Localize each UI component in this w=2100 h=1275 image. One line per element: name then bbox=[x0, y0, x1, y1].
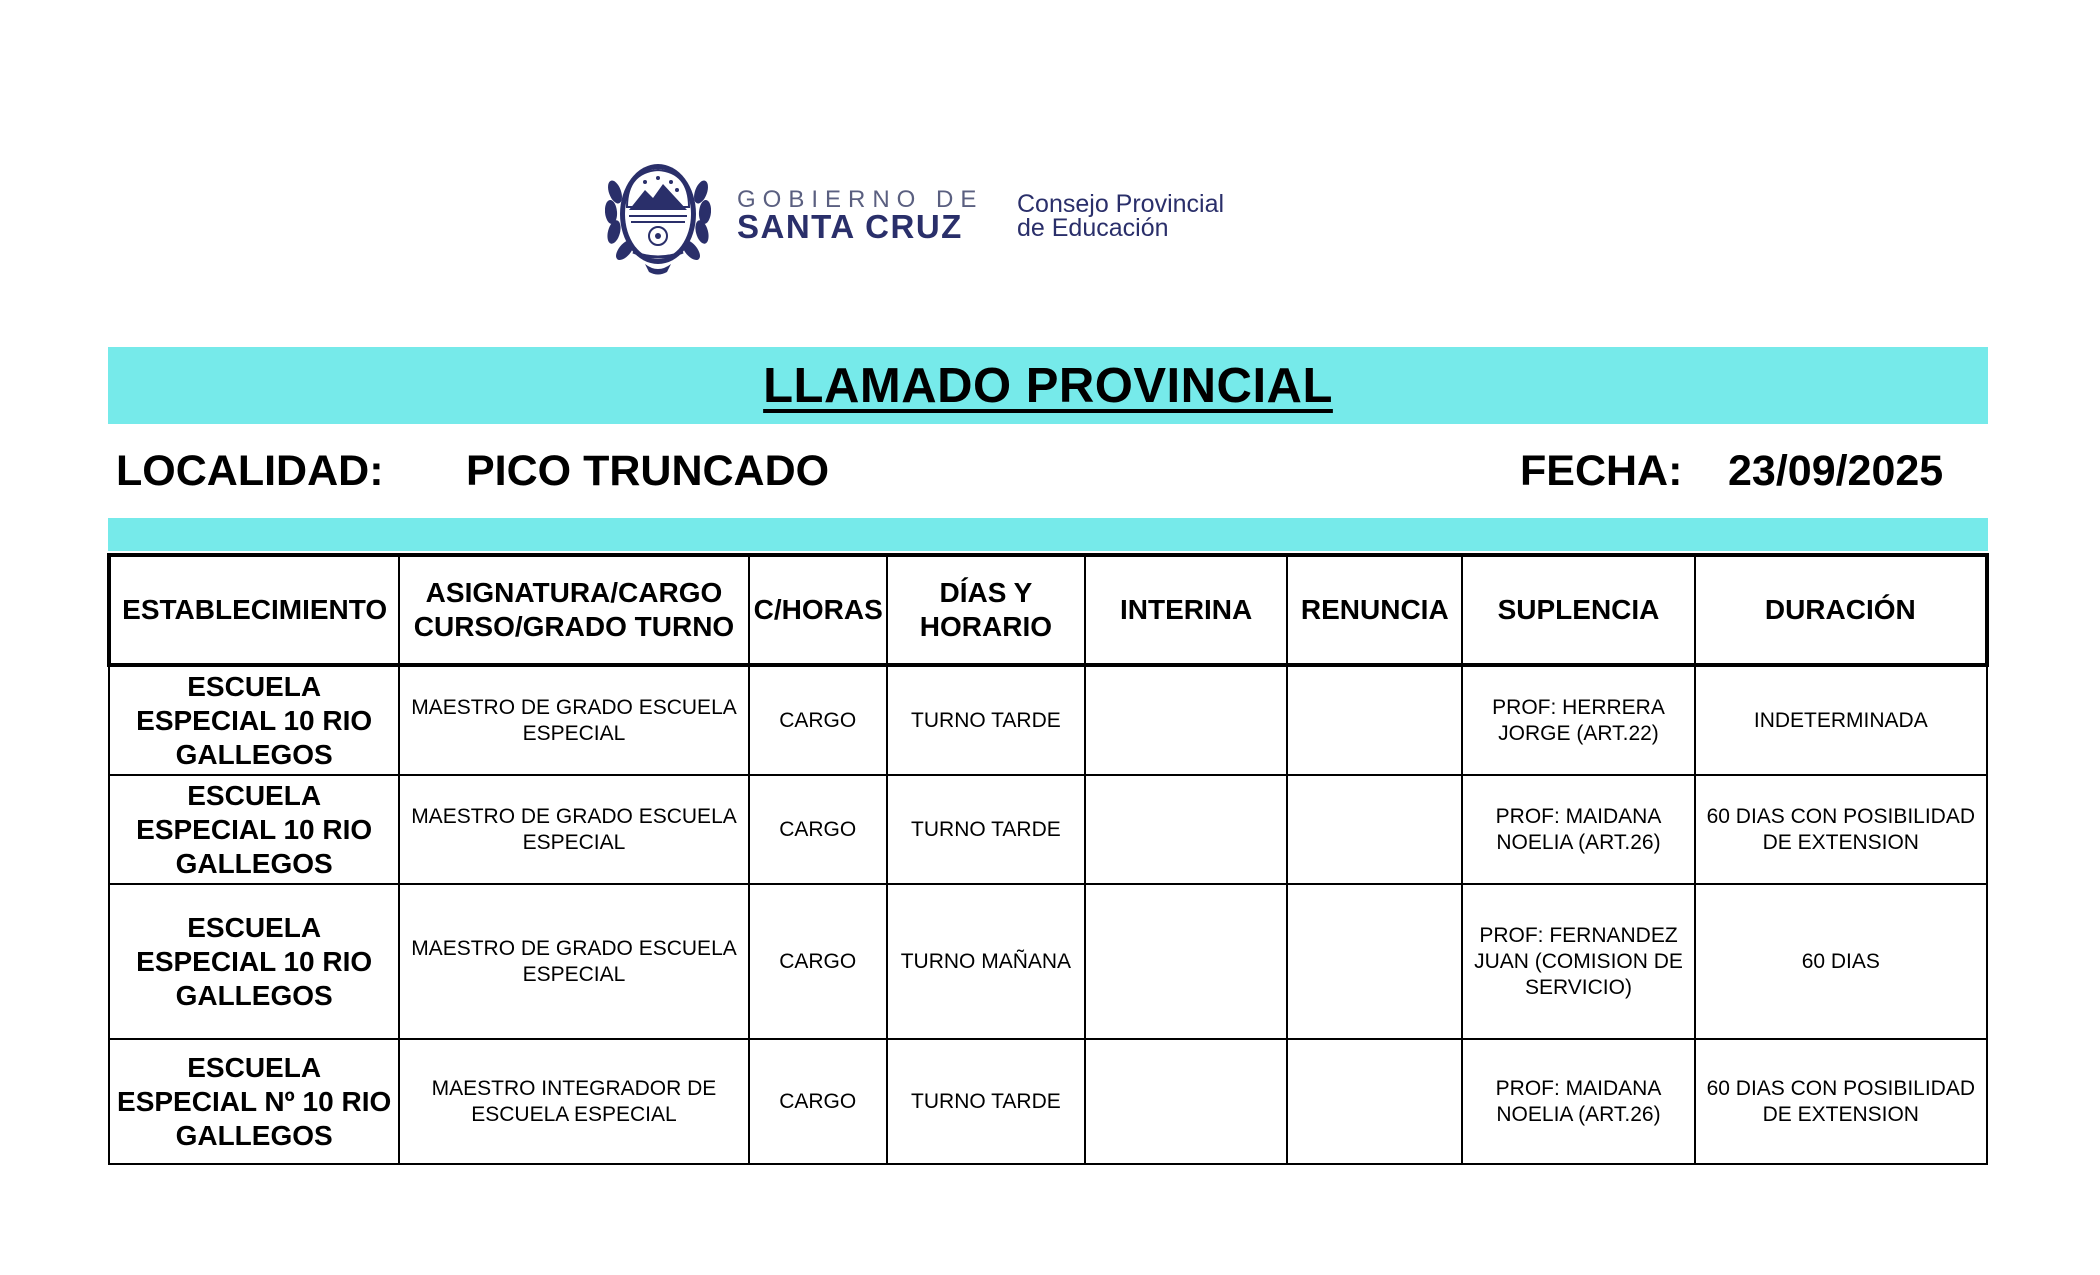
date-value: 23/09/2025 bbox=[1728, 447, 1944, 495]
cell-hours: CARGO bbox=[749, 1039, 887, 1164]
cell-interim bbox=[1085, 665, 1287, 775]
locality-label: LOCALIDAD: bbox=[116, 447, 384, 495]
cell-substitution: PROF: HERRERA JORGE (ART.22) bbox=[1462, 665, 1694, 775]
cell-establishment: ESCUELA ESPECIAL 10 RIO GALLEGOS bbox=[109, 775, 399, 884]
cell-duration: 60 DIAS CON POSIBILIDAD DE EXTENSION bbox=[1695, 775, 1987, 884]
gov-name-line2: SANTA CRUZ bbox=[737, 208, 963, 245]
council-name-line1: Consejo Provincial bbox=[1017, 190, 1225, 218]
column-header-hours: C/HORAS bbox=[749, 555, 887, 665]
table-row bbox=[109, 775, 1987, 884]
cell-schedule: TURNO TARDE bbox=[887, 1039, 1085, 1164]
cell-resignation bbox=[1287, 884, 1462, 1039]
cell-schedule: TURNO TARDE bbox=[887, 665, 1085, 775]
cell-subject: MAESTRO DE GRADO ESCUELA ESPECIAL bbox=[399, 665, 748, 775]
cell-establishment: ESCUELA ESPECIAL Nº 10 RIO GALLEGOS bbox=[109, 1039, 399, 1164]
column-header-schedule: DÍAS Y HORARIO bbox=[887, 555, 1085, 665]
cell-subject: MAESTRO INTEGRADOR DE ESCUELA ESPECIAL bbox=[399, 1039, 748, 1164]
column-header-establishment: ESTABLECIMIENTO bbox=[109, 555, 399, 665]
column-header-interim: INTERINA bbox=[1085, 555, 1287, 665]
table-row bbox=[109, 665, 1987, 775]
column-header-subject: ASIGNATURA/CARGO CURSO/GRADO TURNO bbox=[399, 555, 748, 665]
cell-hours: CARGO bbox=[749, 775, 887, 884]
table-row bbox=[109, 884, 1987, 1039]
cell-resignation bbox=[1287, 775, 1462, 884]
title-band bbox=[108, 347, 1988, 424]
column-header-substitution: SUPLENCIA bbox=[1462, 555, 1694, 665]
cell-interim bbox=[1085, 884, 1287, 1039]
cell-duration: 60 DIAS bbox=[1695, 884, 1987, 1039]
page-title: LLAMADO PROVINCIAL bbox=[763, 358, 1333, 413]
column-header-duration: DURACIÓN bbox=[1695, 555, 1987, 665]
cell-interim bbox=[1085, 775, 1287, 884]
cell-subject: MAESTRO DE GRADO ESCUELA ESPECIAL bbox=[399, 884, 748, 1039]
cell-schedule: TURNO MAÑANA bbox=[887, 884, 1085, 1039]
cell-hours: CARGO bbox=[749, 884, 887, 1039]
cell-establishment: ESCUELA ESPECIAL 10 RIO GALLEGOS bbox=[109, 665, 399, 775]
santa-cruz-coat-of-arms-icon bbox=[605, 152, 711, 277]
column-header-resignation: RENUNCIA bbox=[1287, 555, 1462, 665]
date-label: FECHA: bbox=[1520, 447, 1683, 495]
cell-duration: 60 DIAS CON POSIBILIDAD DE EXTENSION bbox=[1695, 1039, 1987, 1164]
cell-establishment: ESCUELA ESPECIAL 10 RIO GALLEGOS bbox=[109, 884, 399, 1039]
gov-name-line1: GOBIERNO DE bbox=[737, 186, 984, 213]
table-row bbox=[109, 1039, 1987, 1164]
cell-hours: CARGO bbox=[749, 665, 887, 775]
council-name-line2: de Educación bbox=[1017, 214, 1169, 242]
vacancy-table bbox=[107, 553, 1989, 1165]
cell-subject: MAESTRO DE GRADO ESCUELA ESPECIAL bbox=[399, 775, 748, 884]
locality-value: PICO TRUNCADO bbox=[466, 447, 830, 495]
cell-schedule: TURNO TARDE bbox=[887, 775, 1085, 884]
cell-resignation bbox=[1287, 1039, 1462, 1164]
cell-duration: INDETERMINADA bbox=[1695, 665, 1987, 775]
table-header-row bbox=[109, 555, 1987, 665]
cell-substitution: PROF: MAIDANA NOELIA (ART.26) bbox=[1462, 775, 1694, 884]
cell-substitution: PROF: FERNANDEZ JUAN (COMISION DE SERVICIO) bbox=[1462, 884, 1694, 1039]
cell-substitution: PROF: MAIDANA NOELIA (ART.26) bbox=[1462, 1039, 1694, 1164]
cell-resignation bbox=[1287, 665, 1462, 775]
header-logo bbox=[605, 152, 1255, 277]
separator-band bbox=[108, 518, 1988, 551]
cell-interim bbox=[1085, 1039, 1287, 1164]
